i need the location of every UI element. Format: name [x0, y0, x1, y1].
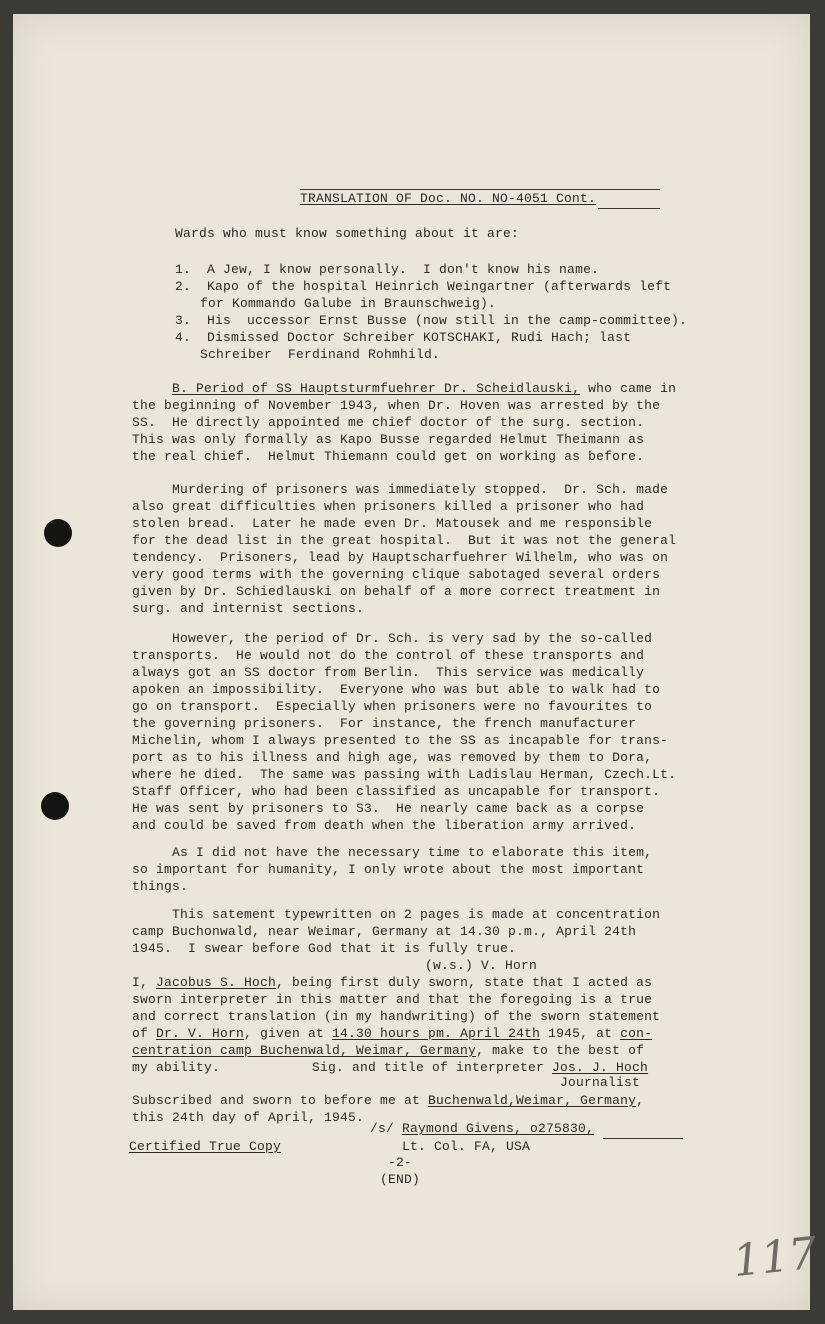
list-item: 4. Dismissed Doctor Schreiber KOTSCHAKI, Rudi Hach; last — [175, 330, 632, 345]
document-page — [13, 14, 820, 1310]
translator-line: my ability. — [132, 1060, 221, 1075]
subscribed-line: this 24th day of April, 1945. — [132, 1110, 365, 1125]
translator-line: centration camp Buchenwald, Weimar, Germany, make to the best of — [132, 1043, 645, 1058]
paragraph-murder-line: also great difficulties when prisoners killed a prisoner who had — [132, 499, 645, 514]
paragraph-murder-line: Murdering of prisoners was immediately stopped. Dr. Sch. made — [132, 482, 669, 497]
page-number: -2- — [388, 1155, 413, 1170]
translator-line: I, Jacobus S. Hoch, being first duly sworn, state that I acted as — [132, 975, 653, 990]
paragraph-however-line: where he died. The same was passing with Ladislau Herman, Czech.Lt. — [132, 767, 677, 782]
interpreter-title: Journalist — [560, 1075, 641, 1090]
paragraph-asi-line: things. — [132, 879, 189, 894]
punch-hole — [44, 519, 72, 547]
paragraph-however-line: always got an SS doctor from Berlin. This service was medically — [132, 665, 645, 680]
paragraph-b-heading: B. Period of SS Hauptsturmfuehrer Dr. Scheidlauski, — [172, 381, 581, 396]
statement-line: camp Buchonwald, near Weimar, Germany at 14.30 p.m., April 24th — [132, 924, 637, 939]
paragraph-b-line: the beginning of November 1943, when Dr. Hoven was arrested by the — [132, 398, 661, 413]
horn-signature: (w.s.) V. Horn — [425, 958, 538, 973]
paragraph-however-line: go on transport. Especially when prisoners were no favourites to — [132, 699, 653, 714]
paragraph-however-line: Michelin, whom I always presented to the SS as incapable for trans- — [132, 733, 669, 748]
paragraph-b-line: SS. He directly appointed me chief doctor of the surg. section. — [132, 415, 645, 430]
handwritten-folio-number: 117 — [730, 1227, 820, 1288]
paragraph-b-line: B. Period of SS Hauptsturmfuehrer Dr. Scheidlauski, who came in — [172, 381, 677, 396]
paragraph-however-line: and could be saved from death when the liberation army arrived. — [132, 818, 637, 833]
statement-line: 1945. I swear before God that it is fully true. — [132, 941, 517, 956]
paragraph-however-line: port as to his illness and high age, was removed by them to Dora, — [132, 750, 653, 765]
intro-line: Wards who must know something about it are: — [175, 226, 520, 241]
list-item-continuation: Schreiber Ferdinand Rohmhild. — [200, 347, 441, 362]
paragraph-murder-line: tendency. Prisoners, lead by Hauptscharfuehrer Wilhelm, who was on — [132, 550, 669, 565]
paragraph-murder-line: stolen bread. Later he made even Dr. Matousek and me responsible — [132, 516, 653, 531]
document-header: TRANSLATION OF Doc. NO. NO-4051 Cont. — [300, 191, 597, 206]
signature-rule — [603, 1138, 683, 1139]
paragraph-however-line: the governing prisoners. For instance, the french manufacturer — [132, 716, 637, 731]
paragraph-however-line: transports. He would not do the control of these transports and — [132, 648, 645, 663]
subscribed-line: Subscribed and sworn to before me at Buchenwald,Weimar, Germany, — [132, 1093, 645, 1108]
translator-line: of Dr. V. Horn, given at 14.30 hours pm. April 24th 1945, at con- — [132, 1026, 653, 1041]
officer-signature: /s/ Raymond Givens, o275830, — [370, 1121, 595, 1136]
translator-name: Jacobus S. Hoch — [156, 975, 277, 990]
translator-line: sworn interpreter in this matter and that the foregoing is a true — [132, 992, 653, 1007]
paragraph-murder-line: very good terms with the governing clique sabotaged several orders — [132, 567, 661, 582]
punch-hole — [41, 792, 69, 820]
paragraph-b-line: This was only formally as Kapo Busse regarded Helmut Theimann as — [132, 432, 645, 447]
paragraph-however-line: Staff Officer, who had been classified as uncapable for transport. — [132, 784, 661, 799]
paragraph-asi-line: so important for humanity, I only wrote about the most important — [132, 862, 645, 877]
end-marker: (END) — [380, 1172, 421, 1187]
officer-rank: Lt. Col. FA, USA — [402, 1139, 531, 1154]
paragraph-however-line: He was sent by prisoners to S3. He nearly came back as a corpse — [132, 801, 645, 816]
paragraph-murder-line: given by Dr. Schiedlauski on behalf of a more correct treatment in — [132, 584, 661, 599]
list-item: 3. His uccessor Ernst Busse (now still in the camp-committee). — [175, 313, 688, 328]
list-item-continuation: for Kommando Galube in Braunschweig). — [200, 296, 497, 311]
interpreter-signature: Sig. and title of interpreter Jos. J. Hoch — [312, 1060, 649, 1075]
paragraph-asi-line: As I did not have the necessary time to elaborate this item, — [132, 845, 653, 860]
header-rule — [598, 208, 660, 209]
list-item: 2. Kapo of the hospital Heinrich Weingartner (afterwards left — [175, 279, 672, 294]
interpreter-name: Jos. J. Hoch — [552, 1060, 649, 1075]
paragraph-murder-line: surg. and internist sections. — [132, 601, 365, 616]
paragraph-however-line: However, the period of Dr. Sch. is very sad by the so-called — [132, 631, 653, 646]
statement-line: This satement typewritten on 2 pages is made at concentration — [132, 907, 661, 922]
paragraph-however-line: apoken an impossibility. Everyone who was but able to walk had to — [132, 682, 661, 697]
officer-name: Raymond Givens, o275830, — [402, 1121, 595, 1136]
paragraph-b-line: the real chief. Helmut Thiemann could get on working as before. — [132, 449, 645, 464]
paragraph-murder-line: for the dead list in the great hospital. But it was not the general — [132, 533, 677, 548]
certified-true-copy: Certified True Copy — [129, 1139, 282, 1154]
list-item: 1. A Jew, I know personally. I don't know his name. — [175, 262, 600, 277]
translator-line: and correct translation (in my handwriting) of the sworn statement — [132, 1009, 661, 1024]
